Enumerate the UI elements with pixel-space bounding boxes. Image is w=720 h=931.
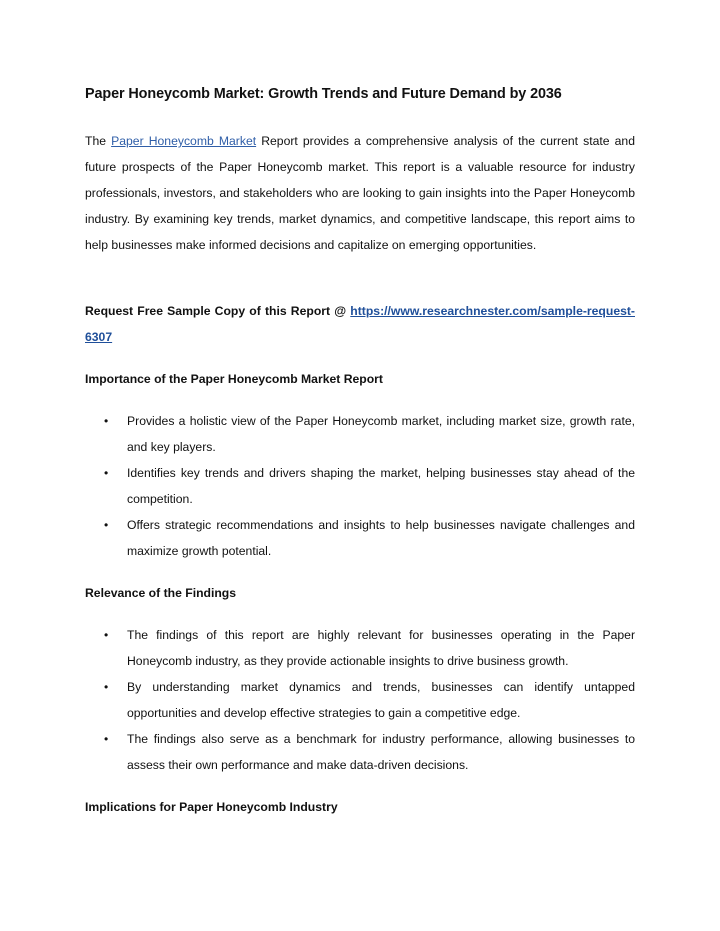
intro-body: Report provides a comprehensive analysis of the current state and future prospects of the Paper Honeycomb market. This report is a valuable resource for industry professionals, investors, and stakeholders who are looking to gain insights into the Paper Honeycomb industry. By examining key trends, market dynamics, and competitive landscape, this report aims to help businesses make informed decisions and capitalize on emerging opportunities.: [85, 134, 635, 252]
list-item-text: Offers strategic recommendations and insights to help businesses navigate challenges and maximize growth potential.: [127, 518, 635, 558]
relevance-list: [85, 622, 635, 778]
list-item-text: Identifies key trends and drivers shaping the market, helping businesses stay ahead of the competition.: [127, 466, 635, 506]
list-item-text: The findings of this report are highly relevant for businesses operating in the Paper Honeycomb industry, as they provide actionable insights to drive business growth.: [127, 628, 635, 668]
list-item: [85, 674, 635, 726]
sample-request-label: Request Free Sample Copy of this Report @: [85, 304, 351, 318]
sample-request-link[interactable]: https://www.researchnester.com/sample-request-6307: [85, 304, 635, 344]
list-item: [85, 622, 635, 674]
relevance-heading: Relevance of the Findings: [85, 586, 237, 600]
importance-list: [85, 408, 635, 564]
bullet-icon: •: [104, 680, 109, 694]
importance-heading: Importance of the Paper Honeycomb Market Report: [85, 372, 383, 386]
list-item: [85, 726, 635, 778]
market-report-link[interactable]: Paper Honeycomb Market: [111, 134, 257, 148]
document-title: Paper Honeycomb Market: Growth Trends and Future Demand by 2036: [85, 86, 562, 102]
list-item-text: By understanding market dynamics and trends, businesses can identify untapped opportunities and develop effective strategies to gain a competitive edge.: [127, 680, 635, 720]
bullet-icon: •: [104, 466, 109, 480]
intro-prefix: The: [85, 134, 112, 148]
bullet-icon: •: [104, 518, 109, 532]
list-item-text: Provides a holistic view of the Paper Honeycomb market, including market size, growth rate, and key players.: [127, 414, 635, 454]
intro-paragraph: [85, 128, 635, 258]
list-item: [85, 408, 635, 460]
sample-request-paragraph: [85, 298, 635, 350]
list-item: [85, 460, 635, 512]
list-item: [85, 512, 635, 564]
bullet-icon: •: [104, 732, 109, 746]
list-item-text: The findings also serve as a benchmark for industry performance, allowing businesses to assess their own performance and make data-driven decisions.: [127, 732, 635, 772]
implications-heading: Implications for Paper Honeycomb Industry: [85, 800, 338, 814]
bullet-icon: •: [104, 414, 109, 428]
bullet-icon: •: [104, 628, 109, 642]
